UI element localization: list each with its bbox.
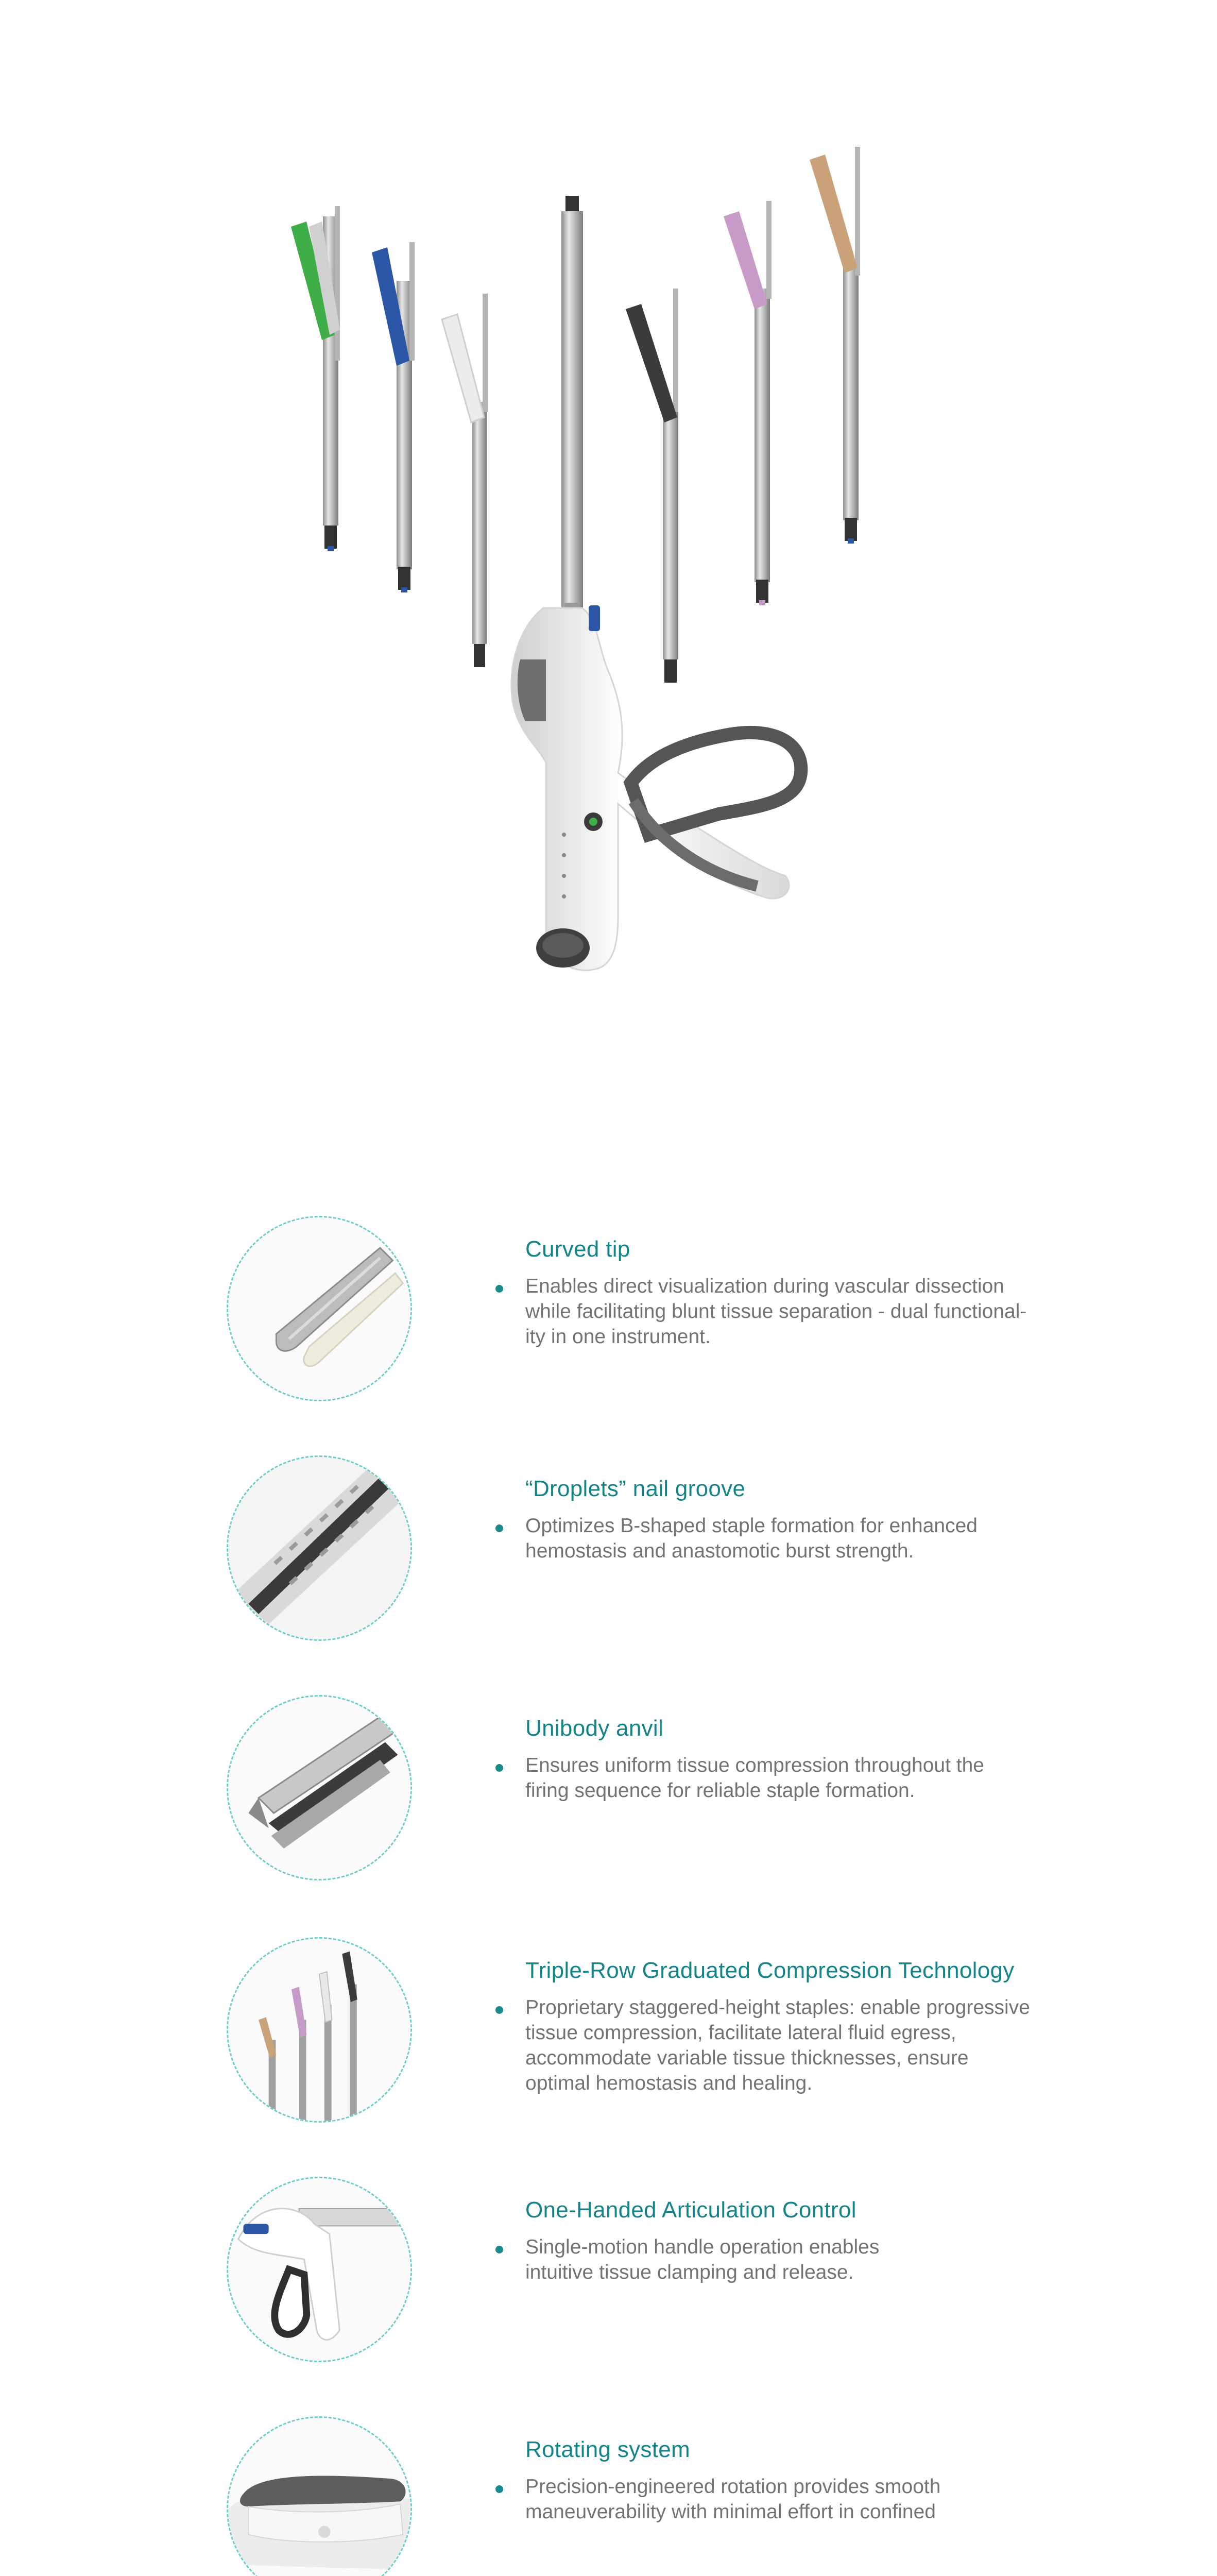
feature-nail-groove <box>0 1455 1217 1662</box>
reload-blue <box>372 242 415 592</box>
feature-title: Triple-Row Graduated Compression Technology <box>525 1958 1015 1983</box>
feature-description: Proprietary staggered-height staples: enable progressive tissue compression, facilitate lateral fluid egress, accommodate variable tissue thicknesses, ensure optimal hemostasis and healing. <box>525 1996 1030 2094</box>
stapler-handle <box>511 605 801 970</box>
curved-tip-image <box>227 1216 412 1401</box>
feature-articulation <box>0 2177 1217 2383</box>
central-shaft <box>561 196 583 634</box>
feature-curved-tip <box>0 1216 1217 1422</box>
feature-title: Rotating system <box>525 2437 690 2462</box>
feature-triple-row <box>0 1937 1217 2143</box>
feature-description: Ensures uniform tissue compression throughout the firing sequence for reliable staple formation. <box>525 1754 984 1802</box>
feature-title: One-Handed Articulation Control <box>525 2197 856 2223</box>
rotating-knob-image <box>227 2416 412 2576</box>
bullet-dot <box>495 1285 503 1293</box>
nail-groove-image <box>227 1455 412 1641</box>
reload-black <box>626 289 678 683</box>
bullet-dot <box>495 1524 503 1532</box>
reload-purple <box>724 201 772 605</box>
feature-description: Single-motion handle operation enables intuitive tissue clamping and release. <box>525 2236 880 2283</box>
feature-description: Optimizes B-shaped staple formation for enhanced hemostasis and anastomotic burst strength. <box>525 1515 978 1562</box>
reload-white <box>442 294 488 667</box>
feature-title: “Droplets” nail groove <box>525 1476 746 1501</box>
bullet-dot <box>495 2485 503 2493</box>
bullet-dot <box>495 2246 503 2253</box>
feature-unibody-anvil <box>0 1695 1217 1901</box>
bullet-dot <box>495 1764 503 1772</box>
handle-image <box>227 2177 412 2362</box>
feature-title: Curved tip <box>525 1236 630 1262</box>
feature-title: Unibody anvil <box>525 1716 664 1741</box>
stapler-illustration <box>0 0 1217 1056</box>
reload-tan <box>810 147 860 544</box>
feature-description: Enables direct visualization during vascular dissection while facilitating blunt tissue separation - dual functional- ity in one instrument. <box>525 1275 1027 1348</box>
unibody-anvil-image <box>227 1695 412 1880</box>
reload-green <box>291 206 340 551</box>
triple-row-image <box>227 1937 412 2123</box>
feature-rotating-system <box>0 2416 1217 2576</box>
hero-product-image <box>0 0 1217 1056</box>
feature-description: Precision-engineered rotation provides smooth maneuverability with minimal effort in confined <box>525 2476 941 2523</box>
bullet-dot <box>495 2006 503 2014</box>
